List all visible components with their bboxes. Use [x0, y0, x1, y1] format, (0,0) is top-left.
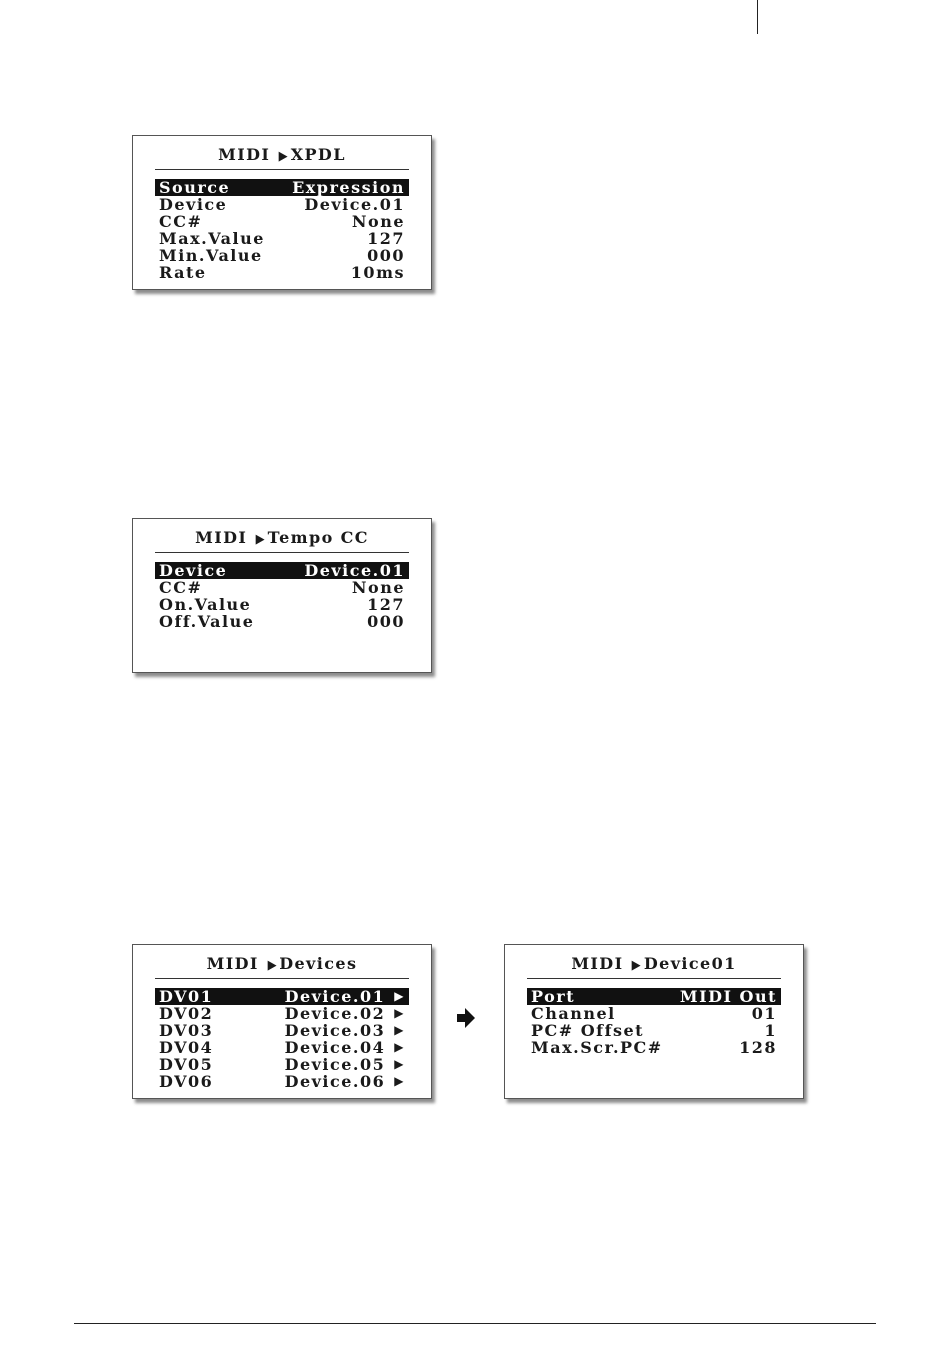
device-row-dv02[interactable]	[155, 1005, 409, 1022]
title-prefix: MIDI	[195, 528, 248, 547]
device-row-dv04[interactable]	[155, 1039, 409, 1056]
device-name: Device.06	[284, 1072, 386, 1091]
param-label: Off.Value	[159, 612, 255, 631]
device-row-dv03[interactable]	[155, 1022, 409, 1039]
param-row-rate[interactable]	[155, 264, 409, 281]
device-id: DV01	[159, 987, 214, 1006]
param-label: Channel	[531, 1004, 616, 1023]
param-row-cc[interactable]	[155, 213, 409, 230]
device-name: Device.04	[284, 1038, 386, 1057]
param-row-on-value[interactable]	[155, 596, 409, 613]
param-value: 01	[751, 1004, 777, 1023]
chevron-right-icon: ▶	[394, 1040, 405, 1054]
device-id: DV05	[159, 1055, 214, 1074]
screen-title	[155, 146, 409, 170]
device-id: DV02	[159, 1004, 214, 1023]
param-value: Device.01	[304, 561, 405, 580]
param-label: CC#	[159, 212, 203, 231]
title-prefix: MIDI	[571, 954, 624, 973]
param-row-pc-offset[interactable]	[527, 1022, 781, 1039]
param-label: PC# Offset	[531, 1021, 645, 1040]
chevron-right-icon: ▶	[394, 989, 405, 1003]
screen-midi-tempo-cc	[132, 518, 432, 673]
title-suffix: Devices	[279, 954, 358, 973]
device-list	[155, 988, 409, 1090]
param-value: 1	[764, 1021, 777, 1040]
chevron-right-icon: ▶	[394, 1006, 405, 1020]
param-row-cc[interactable]	[155, 579, 409, 596]
device-id: DV03	[159, 1021, 214, 1040]
param-value: MIDI Out	[679, 987, 777, 1006]
title-suffix: XPDL	[290, 145, 346, 164]
footer-rule	[74, 1323, 876, 1324]
chevron-right-icon: ▶	[394, 1057, 405, 1071]
title-suffix: Tempo CC	[267, 528, 369, 547]
param-value: 127	[367, 229, 405, 248]
param-label: On.Value	[159, 595, 252, 614]
parameter-list	[155, 179, 409, 281]
param-row-min-value[interactable]	[155, 247, 409, 264]
arrow-right-icon: ▶	[278, 149, 290, 164]
param-row-device[interactable]	[155, 562, 409, 579]
param-row-channel[interactable]	[527, 1005, 781, 1022]
device-row-dv06[interactable]	[155, 1073, 409, 1090]
param-label: Max.Value	[159, 229, 265, 248]
param-value: Expression	[292, 178, 405, 197]
param-label: CC#	[159, 578, 203, 597]
param-value: 000	[367, 246, 405, 265]
device-id: DV04	[159, 1038, 214, 1057]
param-label: Device	[159, 195, 228, 214]
screen-title	[155, 955, 409, 979]
top-margin-rule	[757, 0, 758, 34]
param-value: None	[351, 212, 405, 231]
screen-title	[155, 529, 409, 553]
screen-midi-xpdl	[132, 135, 432, 290]
arrow-right-icon: ▶	[267, 958, 278, 973]
param-label: Port	[531, 987, 576, 1006]
parameter-list	[527, 988, 781, 1056]
param-row-max-scr-pc[interactable]	[527, 1039, 781, 1056]
chevron-right-icon: ▶	[394, 1074, 405, 1088]
param-value: 128	[739, 1038, 777, 1057]
param-row-source[interactable]	[155, 179, 409, 196]
device-name: Device.03	[284, 1021, 386, 1040]
param-value: 127	[367, 595, 405, 614]
title-prefix: MIDI	[218, 145, 271, 164]
device-row-dv05[interactable]	[155, 1056, 409, 1073]
chevron-right-icon: ▶	[394, 1023, 405, 1037]
device-row-dv01[interactable]	[155, 988, 409, 1005]
device-name: Device.02	[284, 1004, 386, 1023]
screen-midi-device01	[504, 944, 804, 1099]
param-value: 10ms	[350, 263, 405, 282]
param-value: Device.01	[304, 195, 405, 214]
device-name: Device.05	[284, 1055, 386, 1074]
param-row-device[interactable]	[155, 196, 409, 213]
param-value: None	[351, 578, 405, 597]
param-label: Min.Value	[159, 246, 263, 265]
title-prefix: MIDI	[206, 954, 259, 973]
arrow-right-icon: ▶	[632, 958, 643, 973]
title-suffix: Device01	[643, 954, 737, 973]
right-arrow-icon	[457, 1008, 475, 1028]
device-name: Device.01	[284, 987, 386, 1006]
param-label: Rate	[159, 263, 207, 282]
param-row-port[interactable]	[527, 988, 781, 1005]
param-row-max-value[interactable]	[155, 230, 409, 247]
arrow-right-icon: ▶	[255, 532, 267, 547]
screen-midi-devices	[132, 944, 432, 1099]
parameter-list	[155, 562, 409, 630]
screen-title	[527, 955, 781, 979]
param-value: 000	[367, 612, 405, 631]
param-row-off-value[interactable]	[155, 613, 409, 630]
device-id: DV06	[159, 1072, 214, 1091]
param-label: Device	[159, 561, 228, 580]
param-label: Max.Scr.PC#	[531, 1038, 663, 1057]
param-label: Source	[159, 178, 231, 197]
